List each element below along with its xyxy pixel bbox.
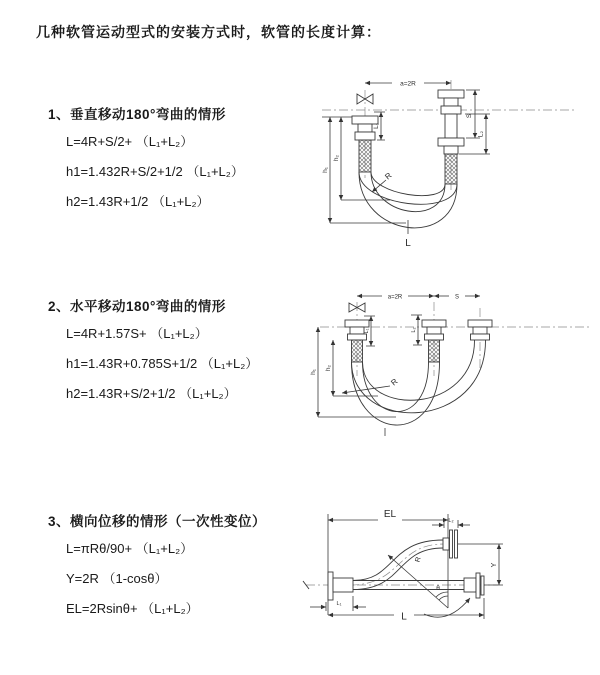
formula-Y: Y=2R （1-cosθ） bbox=[66, 571, 168, 586]
dimension-l bbox=[405, 220, 411, 249]
left-flange-assembly bbox=[328, 572, 353, 600]
u-bend-hose bbox=[352, 340, 486, 436]
dim-label-l: L bbox=[405, 238, 411, 249]
dim-label-h1: h₁ bbox=[322, 167, 329, 173]
dim-label-l: L bbox=[401, 611, 407, 623]
dim-label-h1: h₁ bbox=[310, 369, 317, 375]
formula-L: L=4R+1.57S+ （L₁+L₂） bbox=[66, 326, 208, 341]
dim-label-r: R bbox=[414, 556, 423, 563]
dim-label-theta: θ bbox=[436, 585, 440, 592]
dim-label-l2: L₂ bbox=[448, 518, 454, 524]
dimension-l1 bbox=[310, 596, 366, 611]
dimension-l2 bbox=[459, 114, 490, 154]
raised-flange bbox=[443, 530, 458, 558]
section-horizontal-move bbox=[48, 295, 258, 409]
dimension-el bbox=[328, 509, 448, 615]
section-heading: 2、水平移动180°弯曲的情形 bbox=[48, 299, 226, 314]
braided-hose-section bbox=[429, 340, 440, 362]
braided-hose-section bbox=[359, 140, 371, 172]
formula-h1: h1=1.432R+S/2+1/2 （L₁+L₂） bbox=[66, 164, 244, 179]
left-flange-assembly bbox=[345, 320, 369, 362]
dim-label-l2: L₂ bbox=[411, 327, 417, 333]
dimension-s bbox=[434, 295, 480, 301]
braided-hose-section bbox=[352, 340, 363, 362]
diagram-horizontal-move-180-bend bbox=[308, 284, 600, 462]
dim-label-l1: L₁ bbox=[373, 123, 380, 129]
diagram-vertical-move-180-bend bbox=[308, 66, 600, 258]
formula-h2: h2=1.43R+S/2+1/2 （L₁+L₂） bbox=[66, 386, 237, 401]
dim-label-l1: L₁ bbox=[364, 328, 370, 334]
formula-L: L=πRθ/90+ （L₁+L₂） bbox=[66, 541, 194, 556]
dim-label-r: R bbox=[389, 376, 400, 388]
dimension-span bbox=[365, 81, 451, 88]
braided-hose-section bbox=[445, 154, 457, 184]
formula-h1: h1=1.43R+0.785S+1/2 （L₁+L₂） bbox=[66, 356, 259, 371]
dim-label-h2: h₂ bbox=[325, 364, 332, 372]
dim-label-span: a=2R bbox=[400, 80, 416, 88]
dimension-l2 bbox=[432, 518, 470, 528]
section-heading: 1、垂直移动180°弯曲的情形 bbox=[48, 107, 226, 122]
dim-label-h2: h₂ bbox=[333, 154, 340, 162]
dim-label-s: S bbox=[454, 294, 460, 301]
diagram-lateral-displacement bbox=[298, 498, 600, 648]
section-heading: 3、横向位移的情形（一次性变位） bbox=[48, 514, 267, 529]
dim-label-span: a=2R bbox=[387, 294, 403, 301]
dim-label-r: R bbox=[383, 170, 394, 182]
dimension-l bbox=[328, 598, 484, 623]
dim-label-y: Y bbox=[491, 562, 498, 568]
dim-label-l2: L₂ bbox=[477, 130, 485, 138]
dim-label-el: EL bbox=[383, 509, 397, 520]
dim-label-s: S bbox=[466, 113, 473, 119]
dim-label-l1: L₁ bbox=[336, 601, 342, 607]
section-lateral-displacement bbox=[48, 510, 266, 624]
right-flange-assembly bbox=[438, 90, 464, 184]
right-flange-assembly bbox=[468, 320, 492, 340]
middle-flange-assembly bbox=[422, 320, 446, 362]
page-title: 几种软管运动型式的安装方式时，软管的长度计算： bbox=[36, 24, 381, 40]
right-flange-assembly bbox=[464, 573, 484, 598]
dimension-span bbox=[357, 295, 434, 301]
formula-h2: h2=1.43R+1/2 （L₁+L₂） bbox=[66, 194, 210, 209]
section-vertical-move bbox=[48, 103, 244, 217]
dimension-l2 bbox=[411, 315, 422, 345]
radius-leader bbox=[388, 555, 448, 608]
formula-EL: EL=2Rsinθ+ （L₁+L₂） bbox=[66, 601, 199, 616]
formula-L: L=4R+S/2+ （L₁+L₂） bbox=[66, 134, 194, 149]
